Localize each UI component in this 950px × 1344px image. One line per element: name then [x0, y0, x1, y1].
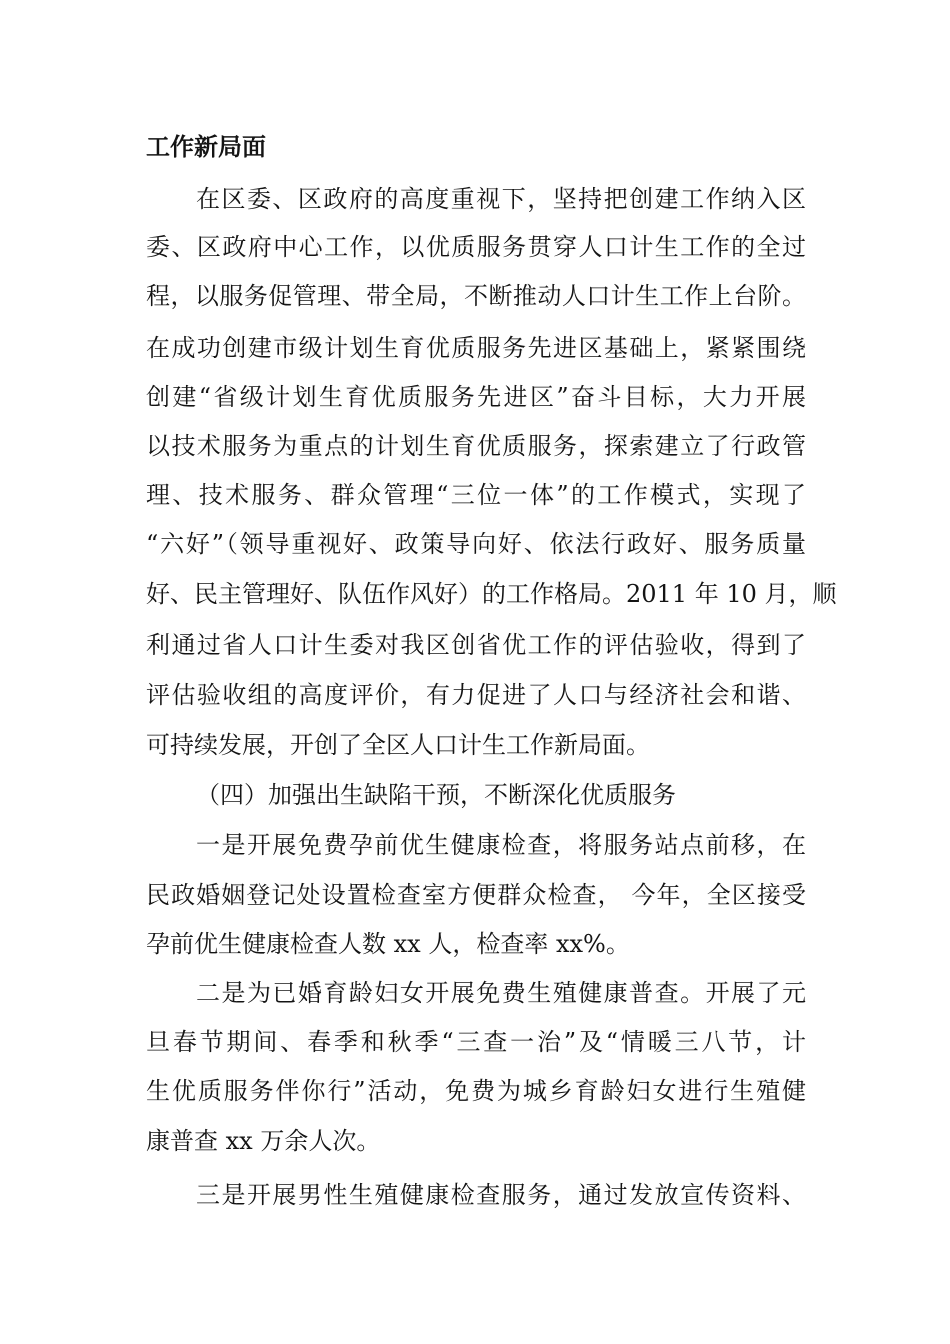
paragraph-1-line-8: “六好”（领导重视好、政策导向好、依法行政好、服务质量 — [146, 530, 806, 558]
paragraph-1-line-6: 以技术服务为重点的计划生育优质服务，探索建立了行政管 — [146, 432, 806, 460]
section-heading: （四）加强出生缺陷干预，不断深化优质服务 — [196, 781, 676, 809]
paragraph-3-line-1: 二是为已婚育龄妇女开展免费生殖健康普查。开展了元 — [196, 979, 806, 1007]
paragraph-1-line-2: 委、区政府中心工作，以优质服务贯穿人口计生工作的全过 — [146, 233, 806, 261]
continued-heading: 工作新局面 — [146, 132, 266, 161]
paragraph-1-line-11: 评估验收组的高度评价，有力促进了人口与经济社会和谐、 — [146, 681, 806, 709]
paragraph-3-line-2: 旦春节期间、春季和秋季“三查一治”及“情暖三八节，计 — [146, 1028, 806, 1056]
paragraph-3-line-4: 康普查 xx 万余人次。 — [146, 1127, 381, 1155]
paragraph-1-line-1: 在区委、区政府的高度重视下，坚持把创建工作纳入区 — [196, 185, 806, 213]
paragraph-1-line-10: 利通过省人口计生委对我区创省优工作的评估验收，得到了 — [146, 631, 806, 659]
paragraph-1-line-7: 理、技术服务、群众管理“三位一体”的工作模式，实现了 — [146, 481, 806, 509]
paragraph-4-line-1: 三是开展男性生殖健康检查服务，通过发放宣传资料、 — [196, 1181, 806, 1209]
paragraph-1-line-3: 程，以服务促管理、带全局，不断推动人口计生工作上台阶。 — [146, 282, 806, 310]
paragraph-3-line-3: 生优质服务伴你行”活动，免费为城乡育龄妇女进行生殖健 — [146, 1077, 806, 1105]
paragraph-2-line-3: 孕前优生健康检查人数 xx 人，检查率 xx%。 — [146, 930, 630, 958]
paragraph-2-line-2: 民政婚姻登记处设置检查室方便群众检查， 今年，全区接受 — [146, 881, 806, 909]
paragraph-1-line-9: 好、民主管理好、队伍作风好）的工作格局。2011 年 10 月，顺 — [146, 580, 837, 608]
paragraph-1-line-4: 在成功创建市级计划生育优质服务先进区基础上，紧紧围绕 — [146, 334, 806, 362]
paragraph-1-line-5: 创建“省级计划生育优质服务先进区”奋斗目标，大力开展 — [146, 383, 806, 411]
paragraph-1-line-12: 可持续发展，开创了全区人口计生工作新局面。 — [146, 731, 650, 759]
paragraph-2-line-1: 一是开展免费孕前优生健康检查，将服务站点前移，在 — [196, 831, 806, 859]
